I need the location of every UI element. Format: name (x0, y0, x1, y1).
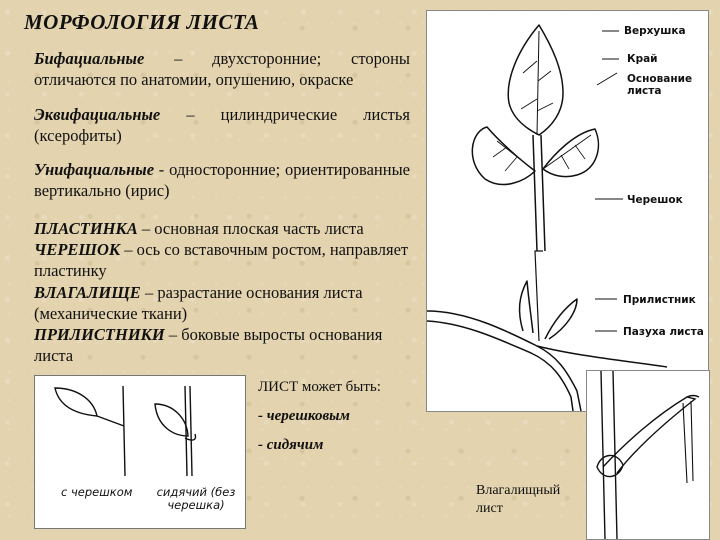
term-unifacial: Унифациальные (34, 160, 155, 179)
definition-petiole (34, 239, 414, 281)
sheath-stem-left (601, 371, 605, 539)
page-title: МОРФОЛОГИЯ ЛИСТА (24, 10, 260, 34)
sheath-leaf-drawing (587, 371, 709, 539)
petiolate-blade (55, 388, 97, 416)
petiolate-stem (123, 386, 125, 476)
label-stipule: Прилистник (623, 294, 696, 306)
branch-stem-line (537, 346, 667, 367)
left-leaf-veins (493, 147, 517, 171)
sheath-leaf-fold-line (683, 403, 687, 483)
paragraph-bifacial (34, 48, 410, 90)
petiole-left-line (533, 135, 537, 251)
term-stipules: ПРИЛИСТНИКИ (34, 325, 165, 345)
sessile-stem-right (190, 386, 192, 476)
stipule-right (545, 299, 577, 339)
label-tip: Верхушка (624, 25, 686, 37)
text-unifacial: - односторонние; ориентированные вертикально (ирис) (34, 160, 410, 200)
definition-sheath (34, 282, 414, 324)
label-petiole: Черешок (627, 194, 683, 206)
text-stipules: – боковые выросты основания листа (34, 325, 383, 366)
term-bifacial: Бифациальные (34, 49, 145, 68)
term-equifacial: Эквифациальные (34, 105, 161, 124)
left-leaf-midrib (497, 141, 535, 171)
petiole-base (535, 251, 543, 341)
terminal-leaf-midrib (537, 31, 539, 135)
sheath-leaf-figure (586, 370, 710, 540)
label-base: Основание листа (627, 73, 693, 97)
petiole-right-line (541, 135, 545, 251)
definition-stipules (34, 324, 414, 366)
term-petiole: ЧЕРЕШОК (34, 240, 121, 260)
terminal-leaf-blade (508, 25, 563, 135)
text-blade: – основная плоская часть листа (137, 219, 364, 238)
leader-base (597, 73, 617, 85)
leaf-can-petiolate: - черешковым (258, 408, 350, 424)
terminal-leaf-veins (521, 61, 553, 111)
caption-petiolate: с черешком (61, 485, 133, 499)
leaf-plant-drawing (427, 11, 708, 411)
sheath-leaf-label: Влагалищный лист (476, 483, 561, 516)
paragraph-unifacial (34, 159, 410, 201)
left-leaf-blade (472, 127, 535, 184)
petiolate-sessile-figure (34, 375, 246, 529)
leaf-can-sessile: - сидячим (258, 437, 324, 453)
main-stem-lower (427, 321, 573, 411)
petiolate-petiole-line (97, 416, 124, 426)
leaf-can-intro: ЛИСТ может быть: (258, 379, 381, 395)
text-bifacial: – двухсторонние; стороны отличаются по анатомии, опушению, окраске (34, 49, 410, 89)
stipule-left (520, 281, 533, 333)
sheath-leaf-fold-line2 (691, 401, 693, 481)
term-sheath: ВЛАГАЛИЩЕ (34, 282, 141, 302)
definitions-block (34, 218, 414, 366)
sheath-leaf-blade (603, 397, 695, 473)
main-stem-upper (427, 311, 581, 411)
label-axil: Пазуха листа (623, 326, 704, 338)
text-sheath: – разрастание основания листа (механические ткани) (34, 282, 363, 323)
sessile-blade (155, 404, 188, 436)
right-leaf-midrib (543, 135, 591, 169)
text-petiole: – ось со вставочным ростом, направляет пластинку (34, 240, 409, 281)
text-equifacial: – цилиндрические листья (ксерофиты) (34, 105, 410, 145)
sheath-leaf-tip (687, 396, 699, 398)
leaf-morphology-diagram (426, 10, 709, 412)
right-leaf-veins (561, 145, 585, 169)
term-blade: ПЛАСТИНКА (34, 219, 138, 238)
caption-sessile: сидячий (без черешка) (156, 485, 236, 512)
paragraph-equifacial (34, 104, 410, 146)
leaf-can-be (258, 378, 408, 465)
definition-blade (34, 218, 414, 239)
label-edge: Край (627, 53, 658, 65)
